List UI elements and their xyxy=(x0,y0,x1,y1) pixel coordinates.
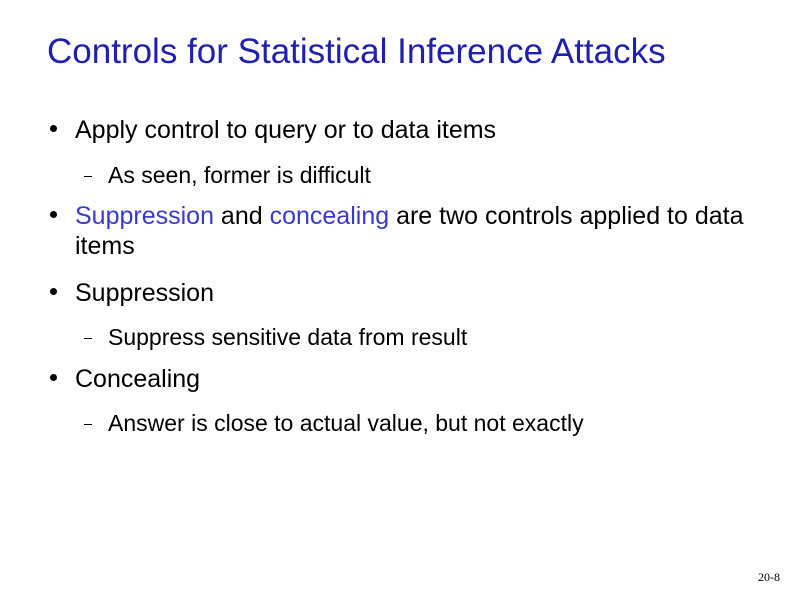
bullet-text-connector: and xyxy=(213,202,270,230)
dash-icon xyxy=(84,176,92,177)
sub-bullet-text: Suppress sensitive data from result xyxy=(108,324,468,350)
bullet-dot-icon xyxy=(50,374,57,381)
sub-bullet-text: As seen, former is difficult xyxy=(108,162,371,188)
term-suppression: Suppression xyxy=(75,202,214,230)
dash-icon xyxy=(84,338,92,339)
bullet-item xyxy=(75,364,755,394)
sub-bullet-item xyxy=(108,161,371,189)
bullet-text: Concealing xyxy=(75,365,201,393)
bullet-text: Suppression xyxy=(75,279,214,307)
bullet-item xyxy=(75,201,755,261)
slide-title: Controls for Statistical Inference Attacks xyxy=(47,32,666,71)
sub-bullet-text: Answer is close to actual value, but not exactly xyxy=(108,410,584,436)
sub-bullet-item xyxy=(108,409,584,437)
term-concealing: concealing xyxy=(269,202,390,230)
bullet-dot-icon xyxy=(50,125,57,132)
page-number: 20-8 xyxy=(758,570,780,584)
bullet-dot-icon xyxy=(50,288,57,295)
bullet-text: are two controls applied to data items xyxy=(75,202,744,260)
sub-bullet-item xyxy=(108,323,467,351)
dash-icon xyxy=(84,424,92,425)
bullet-text: Apply control to query or to data items xyxy=(75,116,497,144)
bullet-dot-icon xyxy=(50,211,57,218)
bullet-item xyxy=(75,115,755,145)
bullet-item xyxy=(75,278,755,308)
